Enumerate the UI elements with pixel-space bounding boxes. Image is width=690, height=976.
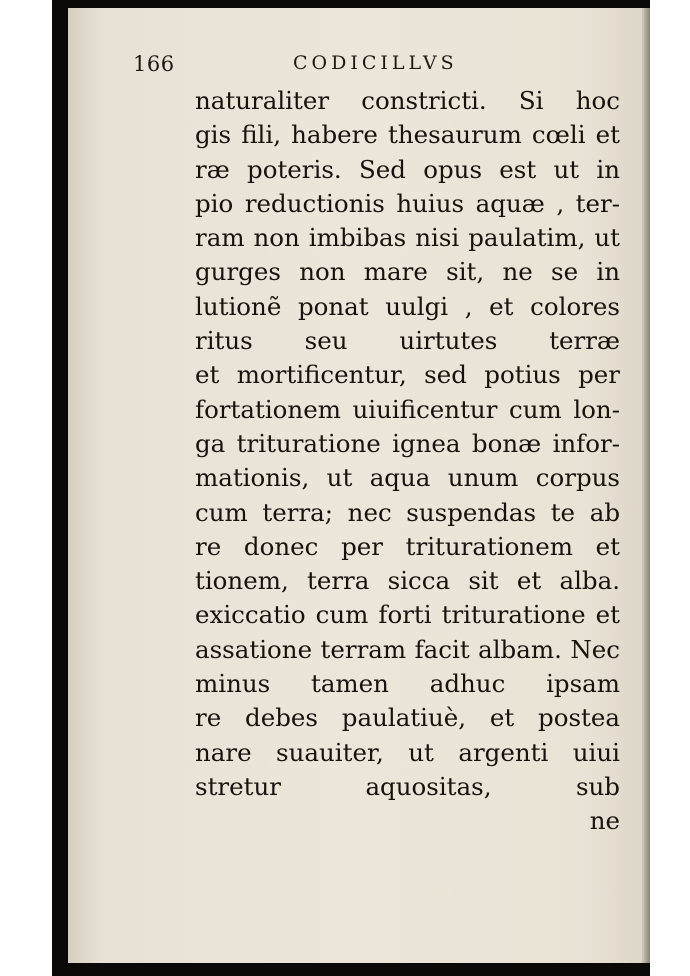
text-line: cum terra; nec suspendas te ab [195, 497, 620, 527]
text-line: et mortificentur, sed potius per [195, 360, 620, 390]
text-line: gis fili, habere thesaurum cœli et [195, 120, 620, 150]
text-line: re donec per triturationem et [195, 531, 620, 561]
text-line: ga trituratione ignea bonæ infor- [195, 428, 620, 458]
text-line: ram non imbibas nisi paulatim, ut [195, 223, 620, 253]
text-line: ræ poteris. Sed opus est ut in [195, 154, 620, 184]
text-line: nare suauiter, ut argenti uiui [195, 737, 620, 767]
text-line: pio reductionis huius aquæ , ter- [195, 188, 620, 218]
text-line: tionem, terra sicca sit et alba. [195, 566, 620, 596]
text-line: naturaliter constricti. Si hoc [195, 86, 620, 115]
text-line: gurges non mare sit, ne se in [195, 257, 620, 287]
catchword: ne [589, 806, 620, 836]
text-line: mationis, ut aqua unum corpus [195, 463, 620, 493]
text-line: fortationem uiuificentur cum lon- [195, 394, 620, 424]
running-head [133, 52, 563, 82]
page-edge [644, 8, 650, 963]
text-line: minus tamen adhuc ipsam [195, 669, 620, 699]
text-line: stretur aquositas, sub [195, 771, 620, 801]
running-title: CODICILLVS [293, 52, 458, 74]
text-line: ritus seu uirtutes terræ [195, 326, 620, 356]
text-line: exiccatio cum forti trituratione et [195, 600, 620, 630]
page-number: 166 [133, 52, 175, 76]
text-line: lutionẽ ponat uulgi , et colores [195, 291, 620, 321]
text-line: re debes paulatiuè, et postea [195, 703, 620, 733]
text-block [195, 84, 620, 839]
text-line: assatione terram facit albam. Nec [195, 634, 620, 664]
